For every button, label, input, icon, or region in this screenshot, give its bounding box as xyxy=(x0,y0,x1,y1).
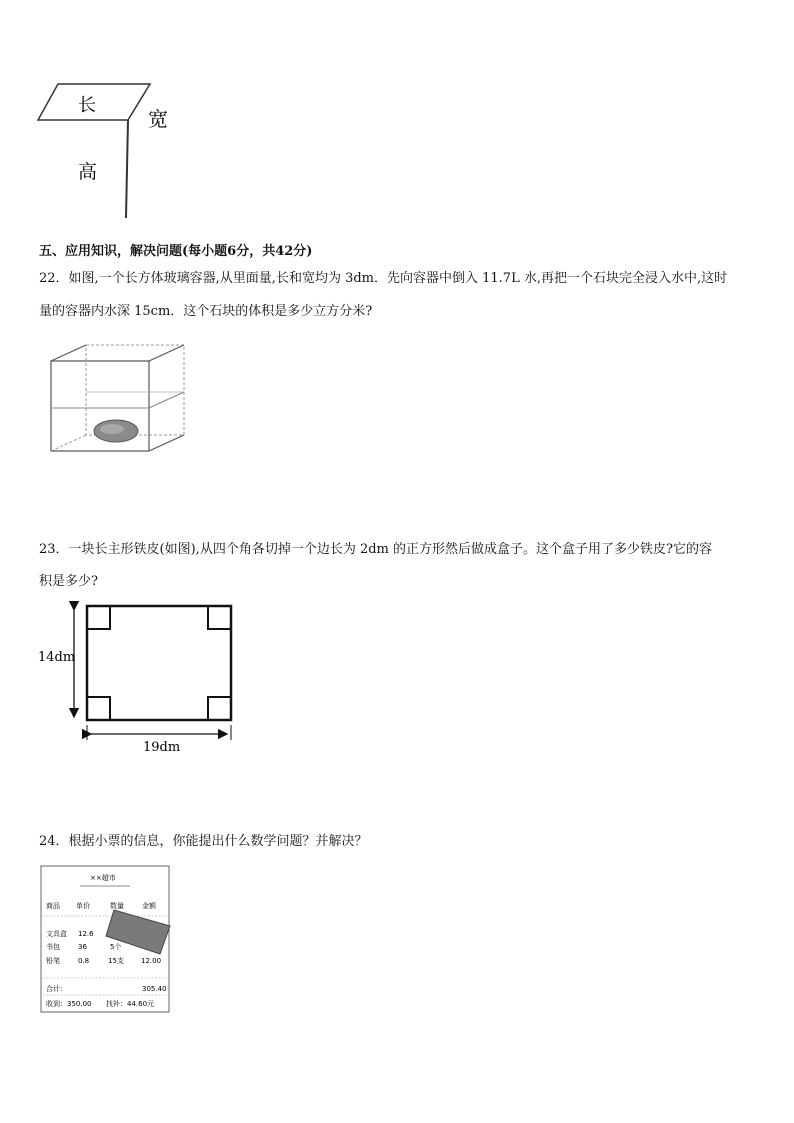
glass-container-figure xyxy=(48,342,193,457)
q22-line2: 量的容器内水深 15cm．这个石块的体积是多少立方分米? xyxy=(39,304,373,319)
corner-square-br xyxy=(208,697,231,720)
back-face xyxy=(86,345,184,435)
q23-line2: 积是多少? xyxy=(39,574,98,589)
receipt-row2-item: 书包 xyxy=(46,943,60,951)
receipt-received: 收到：350.00 xyxy=(46,1000,92,1008)
corner-square-bl xyxy=(87,697,110,720)
receipt-change: 找补：44.60元 xyxy=(106,1000,155,1008)
width-label: 19dm xyxy=(143,740,181,755)
receipt-row3-amount: 12.00 xyxy=(141,957,162,965)
receipt-row1-item: 文具盒 xyxy=(46,930,67,938)
receipt-header-qty: 数量 xyxy=(110,902,124,910)
receipt-row3-qty: 15支 xyxy=(108,957,124,965)
iron-sheet-figure xyxy=(36,598,241,758)
receipt-row3-price: 0.8 xyxy=(78,957,90,965)
receipt-header-price: 单价 xyxy=(76,902,90,910)
receipt-row1-price: 12.6 xyxy=(78,930,94,938)
section-title: 五、应用知识，解决问题(每小题6分，共42分) xyxy=(39,244,313,259)
label-chang: 长 xyxy=(78,95,96,116)
receipt-store: ××超市 xyxy=(90,874,116,882)
sheet-outline xyxy=(87,606,231,720)
q23-line1: 23．一块长主形铁皮(如图),从四个角各切掉一个边长为 2dm 的正方形然后做成盒子。这个盒子用了多少铁皮?它的容 xyxy=(39,542,712,557)
receipt-row2-qty: 5个 xyxy=(110,943,122,951)
corner-square-tl xyxy=(87,606,110,629)
receipt-row3-item: 铅笔 xyxy=(46,957,60,965)
q24-line1: 24．根据小票的信息，你能提出什么数学问题？并解决？ xyxy=(39,834,368,849)
receipt-figure xyxy=(38,864,174,1016)
corner-square-tr xyxy=(208,606,231,629)
dimension-figure xyxy=(30,78,200,223)
receipt-total-value: 305.40 xyxy=(142,985,167,993)
q22-line1: 22．如图,一个长方体玻璃容器,从里面量,长和宽均为 3dm．先向容器中倒入 11.7L 水,再把一个石块完全浸入水中,这时 xyxy=(39,271,728,286)
height-label: 14dm xyxy=(38,650,76,665)
label-gao: 高 xyxy=(78,161,98,183)
receipt-header-item: 商品 xyxy=(46,902,60,910)
water-line-side xyxy=(149,392,184,408)
receipt-total-label: 合计: xyxy=(46,985,63,993)
height-edge xyxy=(126,120,128,218)
label-kuan: 宽 xyxy=(148,107,168,131)
receipt-header-amount: 金额 xyxy=(142,902,156,910)
receipt-row2-price: 36 xyxy=(78,943,87,951)
